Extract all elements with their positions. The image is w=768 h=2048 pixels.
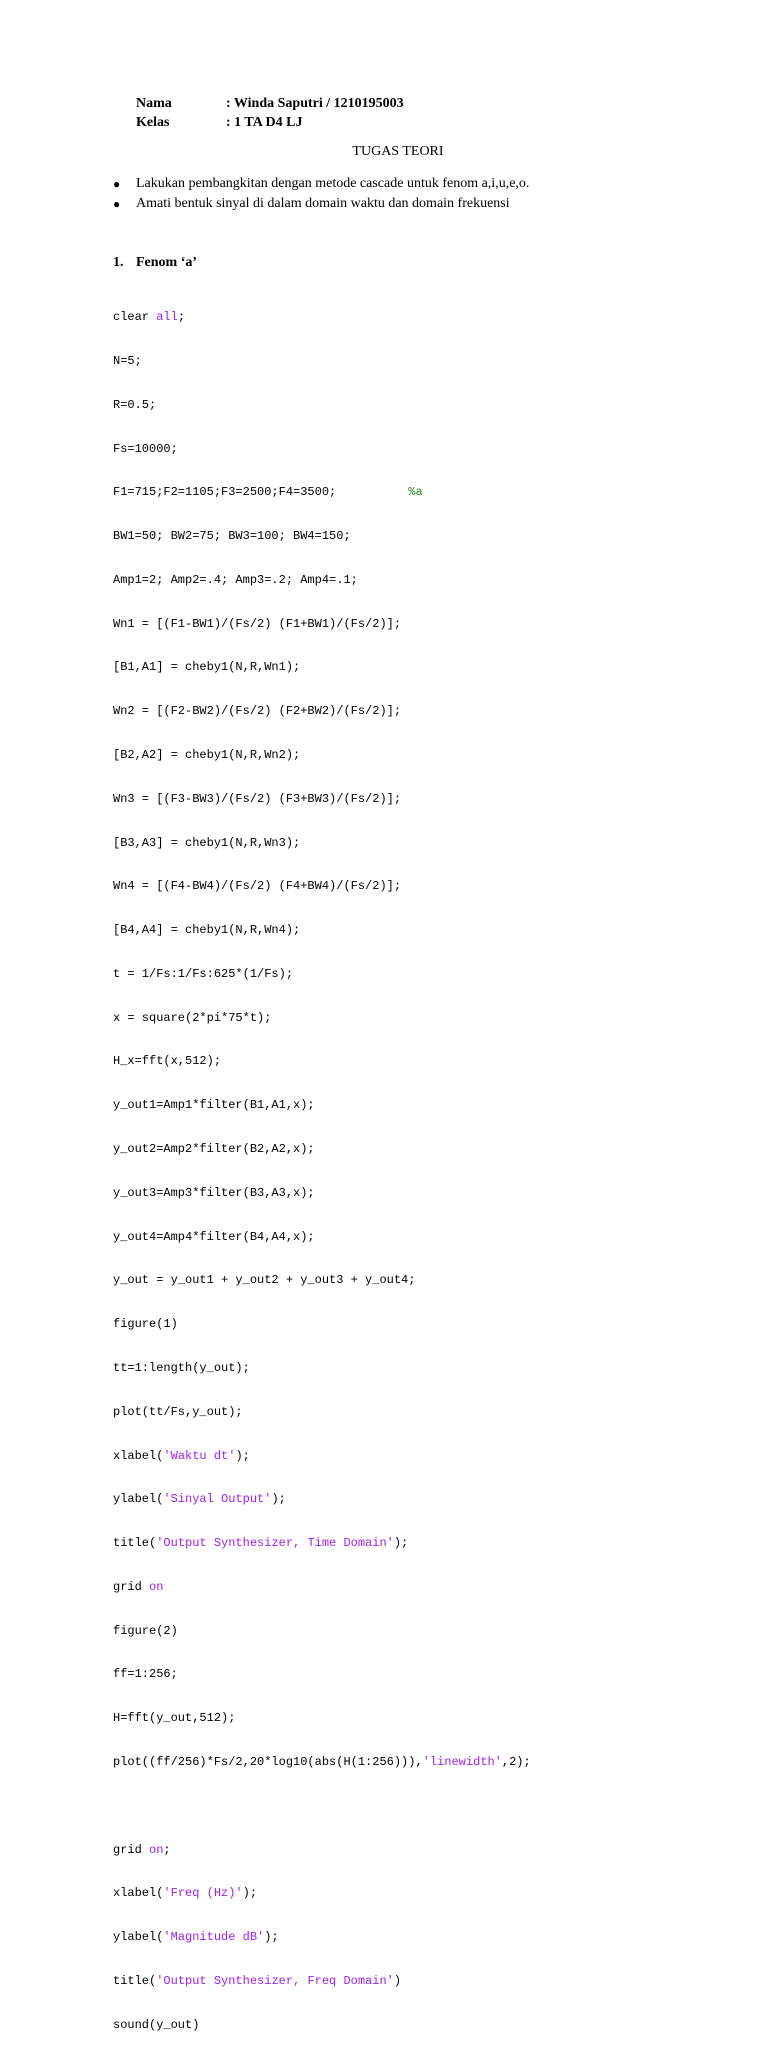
task-list <box>113 174 529 214</box>
code-line <box>113 1536 531 1551</box>
code-keyword: on <box>149 1579 164 1594</box>
code-line: figure(1) <box>113 1317 178 1332</box>
code-text: ) <box>393 1973 402 1988</box>
code-text: clear <box>113 310 157 325</box>
code-line: y_out4=Amp4*filter(B4,A4,x); <box>113 1229 315 1244</box>
code-string: 'Sinyal Output' <box>163 1492 272 1507</box>
code-text: grid <box>113 1842 150 1857</box>
code-line <box>113 1843 531 1858</box>
code-text: xlabel( <box>113 1448 164 1463</box>
code-line <box>113 310 531 325</box>
code-line: y_out = y_out1 + y_out2 + y_out3 + y_out4; <box>113 1273 416 1288</box>
code-text: ; <box>163 1842 171 1857</box>
code-line <box>113 1492 531 1507</box>
code-string: 'Freq (Hz)' <box>163 1886 243 1901</box>
code-line: [B3,A3] = cheby1(N,R,Wn3); <box>113 835 301 850</box>
code-string: 'Magnitude dB' <box>163 1930 265 1945</box>
code-line: R=0.5; <box>113 397 157 412</box>
code-line: Wn3 = [(F3-BW3)/(Fs/2) (F3+BW3)/(Fs/2)]; <box>113 791 402 806</box>
code-line <box>113 485 531 500</box>
section-number: 1. <box>113 255 124 270</box>
name-value: : Winda Saputri / 1210195003 <box>226 96 404 111</box>
code-line <box>113 1974 531 1989</box>
task-text: Amati bentuk sinyal di dalam domain waktu dan domain frekuensi <box>136 196 510 211</box>
name-label: Nama <box>136 96 172 111</box>
code-text: ); <box>242 1886 258 1901</box>
document-title: TUGAS TEORI <box>352 144 444 159</box>
code-text: ); <box>271 1492 286 1507</box>
code-text: ylabel( <box>113 1492 164 1507</box>
code-line: H_x=fft(x,512); <box>113 1054 222 1069</box>
bullet-icon: ● <box>113 177 121 191</box>
code-text: ylabel( <box>113 1930 164 1945</box>
code-line: [B4,A4] = cheby1(N,R,Wn4); <box>113 923 301 938</box>
code-text: F1=715;F2=1105;F3=2500;F4=3500; <box>113 485 409 500</box>
code-comment: %a <box>408 485 423 500</box>
class-row <box>136 113 404 132</box>
code-keyword: all <box>156 310 178 325</box>
section-heading <box>113 254 197 272</box>
code-string: 'linewidth' <box>422 1754 502 1769</box>
matlab-code-block <box>113 281 531 2048</box>
code-text: ); <box>235 1448 250 1463</box>
code-line: H=fft(y_out,512); <box>113 1711 236 1726</box>
code-line <box>113 1886 531 1901</box>
code-line: figure(2) <box>113 1623 178 1638</box>
code-text: plot((ff/256)*Fs/2,20*log10(abs(H(1:256))), <box>113 1754 423 1769</box>
code-line: y_out3=Amp3*filter(B3,A3,x); <box>113 1185 315 1200</box>
code-line: Wn2 = [(F2-BW2)/(Fs/2) (F2+BW2)/(Fs/2)]; <box>113 704 402 719</box>
code-text: ); <box>393 1536 409 1551</box>
code-line: Wn1 = [(F1-BW1)/(Fs/2) (F1+BW1)/(Fs/2)]; <box>113 616 402 631</box>
code-text: grid <box>113 1579 150 1594</box>
class-value: : 1 TA D4 LJ <box>226 115 303 130</box>
code-line: Fs=10000; <box>113 441 178 456</box>
code-line: BW1=50; BW2=75; BW3=100; BW4=150; <box>113 529 351 544</box>
code-text: ); <box>264 1930 279 1945</box>
bullet-icon: ● <box>113 197 121 211</box>
code-line: Wn4 = [(F4-BW4)/(Fs/2) (F4+BW4)/(Fs/2)]; <box>113 879 402 894</box>
code-text: ,2); <box>501 1754 531 1769</box>
code-line: y_out2=Amp2*filter(B2,A2,x); <box>113 1142 315 1157</box>
code-line <box>113 1755 531 1770</box>
code-keyword: on <box>149 1842 164 1857</box>
code-line: tt=1:length(y_out); <box>113 1360 250 1375</box>
code-line: x = square(2*pi*75*t); <box>113 1010 272 1025</box>
code-line <box>113 1580 531 1595</box>
code-text: xlabel( <box>113 1886 164 1901</box>
code-line: ff=1:256; <box>113 1667 178 1682</box>
class-label: Kelas <box>136 115 170 130</box>
task-item <box>113 174 529 194</box>
code-text: title( <box>113 1973 157 1988</box>
code-string: 'Output Synthesizer, Freq Domain' <box>156 1973 394 1988</box>
student-info <box>136 94 404 132</box>
code-line: y_out1=Amp1*filter(B1,A1,x); <box>113 1098 315 1113</box>
code-line: N=5; <box>113 353 142 368</box>
task-text: Lakukan pembangkitan dengan metode cascade untuk fenom a,i,u,e,o. <box>136 176 530 191</box>
code-line: t = 1/Fs:1/Fs:625*(1/Fs); <box>113 966 294 981</box>
code-text: ; <box>177 310 186 325</box>
name-row <box>136 94 404 113</box>
code-line <box>113 1449 531 1464</box>
code-string: 'Waktu dt' <box>163 1448 236 1463</box>
code-string: 'Output Synthesizer, Time Domain' <box>156 1536 394 1551</box>
task-item <box>113 194 529 214</box>
code-line <box>113 1930 531 1945</box>
section-title: Fenom ‘a’ <box>136 255 198 270</box>
code-line: [B2,A2] = cheby1(N,R,Wn2); <box>113 748 301 762</box>
code-line: Amp1=2; Amp2=.4; Amp3=.2; Amp4=.1; <box>113 572 358 587</box>
code-line: [B1,A1] = cheby1(N,R,Wn1); <box>113 660 301 675</box>
code-line: sound(y_out) <box>113 2017 200 2032</box>
code-text: title( <box>113 1536 157 1551</box>
code-line: plot(tt/Fs,y_out); <box>113 1404 243 1419</box>
code-blank-line <box>113 1799 531 1814</box>
